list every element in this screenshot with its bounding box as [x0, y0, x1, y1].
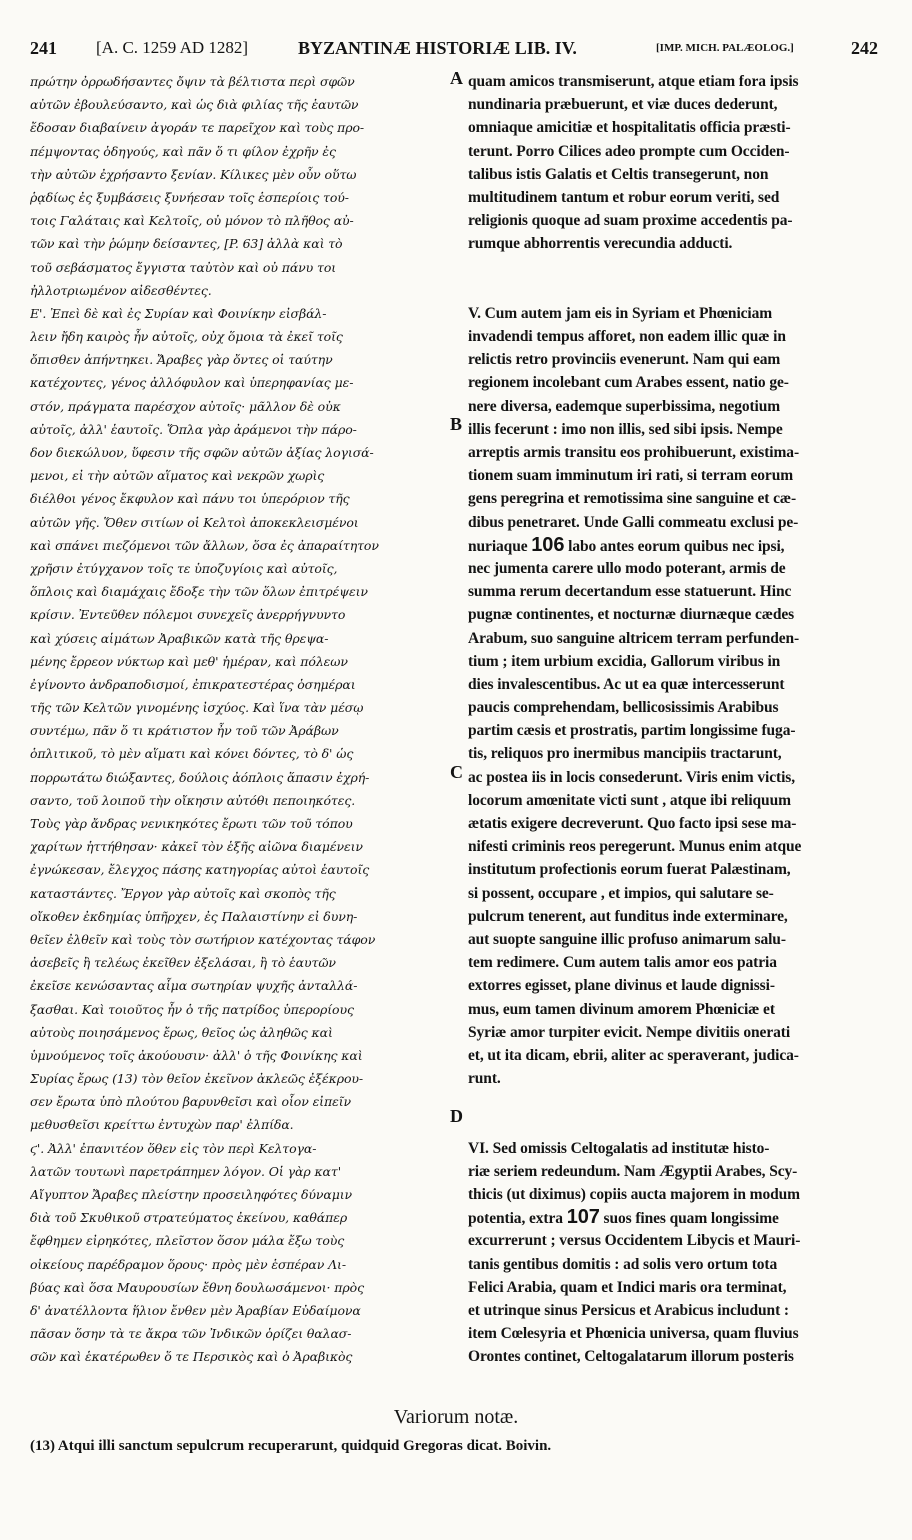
latin-line: regionem incolebant cum Arabes essent, natio ge- — [468, 374, 789, 392]
greek-line: βύας καὶ ὅσα Μαυρουσίων ἔθνη δουλωσάμενοι· πρὸς — [30, 1279, 364, 1295]
latin-line: institutum profectionis eorum fuerat Palæstinam, — [468, 861, 791, 879]
greek-line: μεθυσθεῖσι κρείττω ἐντυχὼν παρ' ἐλπίδα. — [30, 1117, 294, 1133]
greek-line: ἐγνώκεσαν, ἔλεγχος πάσης κατηγορίας αὐτοὶ ἑαυτοῖς — [30, 862, 370, 878]
latin-line: Felici Arabia, quam et Indici maris ora terminat, — [468, 1278, 787, 1296]
latin-line: pugnæ continentes, et nocturnæ diurnæque cædes — [468, 606, 795, 624]
greek-line: σῶν καὶ ἑκατέρωθεν ὅ τε Περσικὸς καὶ ὁ Ἀραβικὸς — [30, 1349, 353, 1365]
running-header — [30, 36, 882, 60]
greek-line: Συρίας ἔρως (13) τὸν θεῖον ἐκεῖνον ἀκλεῶς ἐξέκρου- — [30, 1071, 364, 1087]
latin-line: runt. — [468, 1070, 501, 1088]
latin-line: religionis quoque ad suam proxime accedentis pa- — [468, 212, 793, 230]
paragraph-gap — [468, 256, 876, 279]
greek-line: τῶν καὶ τὴν ῥώμην δείσαντες, [P. 63] ἀλλὰ καὶ τὸ — [30, 236, 343, 252]
latin-line: omniaque amicitiæ et hospitalitatis officia præsti- — [468, 119, 791, 137]
latin-line: V. Cum autem jam eis in Syriam et Phœniciam — [468, 304, 773, 322]
greek-line: αὐτοὺς ποιησάμενος ἔρως, θεῖος ὡς ἀληθῶς καὶ — [30, 1024, 333, 1040]
page-marker-106: 106 — [531, 533, 565, 556]
greek-line: τῆς τῶν Κελτῶν γινομένης ἰσχύος. Καὶ ἵνα τὰν μέσῳ — [30, 700, 364, 716]
greek-line: αὐτῶν ἐβουλεύσαντο, καὶ ὡς διὰ φιλίας τῆς ἑαυτῶν — [30, 97, 359, 113]
latin-paragraph-4-end — [468, 70, 876, 256]
latin-line: gens peregrina et remotissima sine sanguine et cæ- — [468, 490, 797, 508]
greek-line: θεῖεν ἐλθεῖν καὶ τοὺς τὸν σωτήριον κατέχοντας τάφον — [30, 931, 376, 947]
latin-line: dibus penetraret. Unde Galli commeatu exclusi pe- — [468, 513, 799, 531]
latin-line: dies invalescentibus. Ac ut ea quæ intercesserunt — [468, 675, 785, 693]
latin-line: summa rerum decertandum esse statuerunt. Hinc — [468, 583, 792, 601]
greek-line: πορρωτάτω διώξαντες, δούλοις ἀόπλοις ἅπασιν ἐχρή- — [30, 769, 370, 785]
latin-line: paucis comprehendam, bellicosissimis Arabibus — [468, 699, 779, 717]
greek-line: χαρίτων ἡττήθησαν· κἀκεῖ τὸν ἑξῆς αἰῶνα διαμένειν — [30, 839, 363, 855]
greek-line: σαντο, τοῦ λοιποῦ τὴν οἴκησιν αὐτόθι πεποιηκότες. — [30, 792, 356, 808]
latin-line: nundinaria præbuerunt, et viæ duces dederunt, — [468, 96, 778, 114]
greek-line: μένης ἔρρεον νύκτωρ καὶ μεθ' ἡμέραν, καὶ πόλεων — [30, 653, 348, 669]
latin-line: ætatis exigere decreverunt. Quo facto ipsi sese ma- — [468, 815, 797, 832]
latin-line: excurrerunt ; versus Occidentem Libycis et Mauri- — [468, 1232, 801, 1250]
latin-line: si possent, occupare , et impios, qui salutare se- — [468, 884, 774, 902]
greek-text-column — [30, 70, 450, 1369]
latin-line-page-marker-106: nuriaque 106 labo antes eorum quibus nec ipsi, — [468, 533, 785, 556]
greek-line: δον διεκώλυον, ὕφεσιν τῆς σφῶν αὐτῶν ἀξίας λογισά- — [30, 445, 374, 460]
latin-line: tanis gentibus domitis : ad solis vero ortum tota — [468, 1255, 778, 1273]
greek-line: διὰ τοῦ Σκυθικοῦ στρατεύματος ἐκείνου, καθάπερ — [30, 1210, 348, 1226]
greek-line: πᾶσαν ὅσην τὰ τε ἄκρα τῶν Ἰνδικῶν ὁρίζει θαλασ- — [30, 1326, 352, 1342]
greek-line: κρίσιν. Ἐντεῦθεν πόλεμοι συνεχεῖς ἀνερρήγνυντο — [30, 607, 346, 623]
latin-line: invadendi tempus afforet, non eadem illic quæ in — [468, 328, 786, 346]
greek-line: λατῶν τουτωνὶ παρετράπημεν λόγον. Οἱ γὰρ κατ' — [30, 1163, 342, 1179]
margin-letter-c: C — [450, 762, 463, 782]
latin-line: tionem suam imminutum iri rati, si terram eorum — [468, 467, 794, 485]
greek-line: τοις Γαλάταις καὶ Κελτοῖς, οὐ μόνον τὸ πλῆθος αὐ- — [30, 213, 354, 229]
latin-line: mus, eum tamen divinum amorem Phœniciæ et — [468, 1000, 775, 1018]
greek-line: ἔφθημεν εἰρηκότες, πλεῖστον ὅσον μάλα ἔξω τοὺς — [30, 1233, 345, 1249]
greek-line: καὶ χύσεις αἱμάτων Ἀραβικῶν κατὰ τῆς θρεψα- — [30, 630, 329, 646]
latin-line: illis fecerunt : imo non illis, sed sibi ipsis. Nempe — [468, 420, 783, 438]
year-range: [A. C. 1259 AD 1282] — [96, 38, 249, 57]
greek-line: ξασθαι. Καὶ τοιοῦτος ἦν ὁ τῆς πατρίδος ὑπερορίους — [30, 1001, 354, 1017]
greek-line: αὐτοῖς, ἀλλ' ἑαυτοῖς. Ὅπλα γὰρ ἀράμενοι τὴν πάρο- — [30, 421, 357, 437]
greek-line: ῥᾳδίως ἐς ξυμβάσεις ξυνήεσαν τοῖς ἑσπερίοις τού- — [30, 189, 349, 205]
greek-line: αὐτῶν γῆς. Ὅθεν σιτίων οἱ Κελτοὶ ἀποκεκλεισμένοι — [30, 514, 359, 530]
latin-line: Orontes continet, Celtogalatarum illorum posteris — [468, 1348, 794, 1366]
greek-line: σεν ἔρωτα ὑπὸ πλούτου βαρυνθεῖσι καὶ οἷον εἰπεῖν — [30, 1094, 352, 1110]
paragraph-gap — [468, 1113, 876, 1136]
greek-line: πρώτην ὀρρωδήσαντες ὄψιν τὰ βέλτιστα περὶ σφῶν — [30, 74, 355, 89]
greek-line: ἐκεῖσε κενώσαντας αἷμα σωτηρίαν ψυχῆς ἀνταλλά- — [30, 978, 358, 994]
margin-letter-a: A — [450, 68, 463, 88]
greek-line: καταστάντες. Ἔργον γὰρ αὐτοῖς καὶ σκοπὸς τῆς — [30, 885, 336, 901]
paragraph-gap — [468, 279, 876, 302]
latin-line: pulcrum tenerent, aut funditus inde exterminare, — [468, 907, 788, 925]
latin-line: et, ut ita dicam, ebrii, aliter ac speraverant, judica- — [468, 1046, 799, 1064]
latin-line: tis, reliquos pro inermibus mancipiis tractarunt, — [468, 745, 782, 763]
greek-line: δ' ἀνατέλλοντα ἥλιον ἔνθεν μὲν Ἀραβίαν Εὐδαίμονα — [30, 1302, 361, 1318]
latin-line: talibus istis Galatis et Celtis transegerunt, non — [468, 165, 769, 183]
greek-line: λειν ἤδη καιρὸς ἦν αὐτοῖς, οὐχ ὅμοια τὰ ἐκεῖ τοῖς — [30, 329, 343, 345]
latin-line: nifesti criminis reos peregerunt. Munus enim atque — [468, 838, 802, 856]
latin-line: terunt. Porro Cilices adeo prompte cum Occiden- — [468, 142, 790, 160]
greek-line: οἴκοθεν ἐκδημίας ὑπῆρχεν, ἐς Παλαιστίνην εἰ δυνη- — [30, 908, 358, 924]
greek-line: ὄπισθεν ἀπήντηκει. Ἄραβες γὰρ ὄντες οἱ ταύτην — [30, 352, 333, 368]
greek-line: ἠλλοτριωμένον αἰδεσθέντες. — [30, 282, 212, 298]
greek-line: ϛ'. Ἀλλ' ἐπανιτέον ὅθεν εἰς τὸν περὶ Κελτογα- — [30, 1140, 317, 1156]
latin-line: locorum amœnitate victi sunt , atque ibi reliquum — [468, 791, 791, 809]
greek-line: κατέχοντες, γένος ἀλλόφυλον καὶ ὑπερηφανίας με- — [30, 375, 354, 391]
latin-paragraph-6 — [468, 1229, 876, 1368]
latin-line-page-marker-107: potentia, extra 107 suos fines quam longissime — [468, 1206, 779, 1229]
latin-line: arreptis armis transitu eos prohibuerunt, existima- — [468, 444, 800, 461]
latin-line: Arabum, suo sanguine altricem terram perfunden- — [468, 629, 800, 647]
paragraph-gap — [468, 1090, 876, 1113]
latin-line: tem redimere. Cum autem talis amor eos patria — [468, 954, 777, 972]
latin-line: partim cæsis et prostratis, partim longissime fuga- — [468, 722, 796, 740]
latin-paragraph-5 — [468, 302, 876, 534]
latin-line: VI. Sed omissis Celtogalatis ad institutæ histo- — [468, 1139, 770, 1157]
greek-line: ἔδοσαν διαβαίνειν ἀγοράν τε παρεῖχον καὶ τοὺς προ- — [30, 120, 365, 136]
latin-line: nere diversa, eademque superbissima, negotium — [468, 397, 781, 415]
latin-line: Syriæ amor turpiter evicit. Nempe divitiis onerati — [468, 1023, 791, 1041]
greek-line: καὶ σπάνει πιεζόμενοι τῶν ἄλλων, ὅσα ἐς ἀπαραίτητον — [30, 537, 379, 553]
greek-line: διέλθοι γένος ἔκφυλον καὶ πάνυ τοι ὑπερόριον τῆς — [30, 491, 350, 507]
latin-line: relictis retro provinciis evenerunt. Nam qui eam — [468, 351, 781, 369]
page-number-right: 242 — [851, 38, 878, 58]
emperor-heading: [IMP. MICH. PALÆOLOG.] — [656, 42, 794, 54]
latin-line: et utrinque sinus Persicus et Arabicus includunt : — [468, 1301, 789, 1319]
greek-line: τοῦ σεβάσματος ἔγγιστα ταὐτὸν καὶ οὐ πάνυ τοι — [30, 259, 337, 275]
latin-line: thicis (ut diximus) copiis aucta majorem in modum — [468, 1186, 800, 1203]
greek-line: Αἴγυπτον Ἄραβες πλείστην προσειληφότες δύναμιν — [30, 1187, 353, 1202]
latin-text-column — [468, 70, 876, 1369]
greek-line: ὅπλοις καὶ διαμάχαις ἔδοξε τὴν τῶν ὅλων ἐπιτρέψειν — [30, 584, 368, 600]
greek-line: ὑμνούμενος τοῖς ἀκούουσιν· ἀλλ' ὁ τῆς Φοινίκης καὶ — [30, 1047, 363, 1063]
greek-line: ὁπλιτικοῦ, τὸ μὲν αἵματι καὶ κόνει δόντες, τὸ δ' ὡς — [30, 746, 354, 762]
latin-line: quam amicos transmiserunt, atque etiam fora ipsis — [468, 73, 799, 90]
margin-letter-b: B — [450, 414, 463, 434]
greek-line: οἰκείους παρέδραμον ὅρους· πρὸς μὲν ἑσπέραν Λι- — [30, 1256, 346, 1272]
greek-line: συντέμω, πᾶν ὅ τι κράτιστον ἦν τοῦ τῶν Ἀράβων — [30, 723, 339, 739]
margin-letter-d: D — [450, 1106, 463, 1126]
latin-line: nec jumenta carere ullo modo poterant, armis de — [468, 559, 786, 577]
greek-line: Ε'. Ἐπεὶ δὲ καὶ ἐς Συρίαν καὶ Φοινίκην εἰσβάλ- — [30, 305, 327, 321]
latin-line: rumque abhorrentis verecundia adducti. — [468, 235, 733, 253]
greek-line: πέμψοντας ὁδηγούς, καὶ πᾶν ὅ τι φίλον ἐχρῆν ἐς — [30, 143, 336, 159]
latin-line: aut suopte sanguine illic profuso animarum salu- — [468, 930, 786, 948]
page-marker-107: 107 — [566, 1206, 600, 1229]
latin-line: tium ; item urbium excidia, Gallorum viribus in — [468, 652, 781, 670]
footnote-13: (13) Atqui illi sanctum sepulcrum recuperarunt, quidquid Gregoras dicat. Boivin. — [30, 1438, 552, 1454]
latin-line: extorres egisset, plane divinus et laude dignissi- — [468, 977, 775, 995]
greek-line: τὴν αὐτῶν ἐχρήσαντο ξενίαν. Κίλικες μὲν οὖν οὕτω — [30, 166, 357, 182]
greek-line: ἐγίνοντο ἀνδραποδισμοί, ἐπικρατεστέρας ὁσημέραι — [30, 676, 356, 692]
greek-line: Τοὺς γὰρ ἄνδρας νενικηκότες ἔρωτι τῶν τοῦ τόπου — [30, 816, 353, 831]
page-number-left: 241 — [30, 38, 57, 58]
notes-heading: Variorum notæ. — [393, 1406, 519, 1428]
latin-line: item Cœlesyria et Phœnicia universa, quam fluvius — [468, 1325, 799, 1343]
latin-line: multitudinem tantum et robur eorum veriti, sed — [468, 188, 780, 206]
latin-line: riæ seriem redeundum. Nam Ægyptii Arabes, Scy- — [468, 1162, 798, 1180]
greek-line: ἀσεβεῖς ἢ τελέως ἐκεῖθεν ἐξελάσαι, ἢ τὸ ἑαυτῶν — [30, 955, 336, 971]
greek-line: μενοι, εἰ τὴν αὐτῶν αἵματος καὶ νεκρῶν χωρὶς — [30, 468, 325, 484]
latin-line: ac postea iis in locis consederunt. Viris enim victis, — [468, 768, 795, 786]
latin-paragraph-5-cont — [468, 557, 876, 1090]
greek-line: στόν, πράγματα παρέσχον αὐτοῖς· μᾶλλον δὲ οὐκ — [30, 398, 341, 414]
running-title: BYZANTINÆ HISTORIÆ LIB. IV. — [298, 38, 577, 58]
greek-line: χρῆσιν ἐτύγχανον τοῖς τε ὑποζυγίοις καὶ αὐτοῖς, — [30, 560, 338, 576]
